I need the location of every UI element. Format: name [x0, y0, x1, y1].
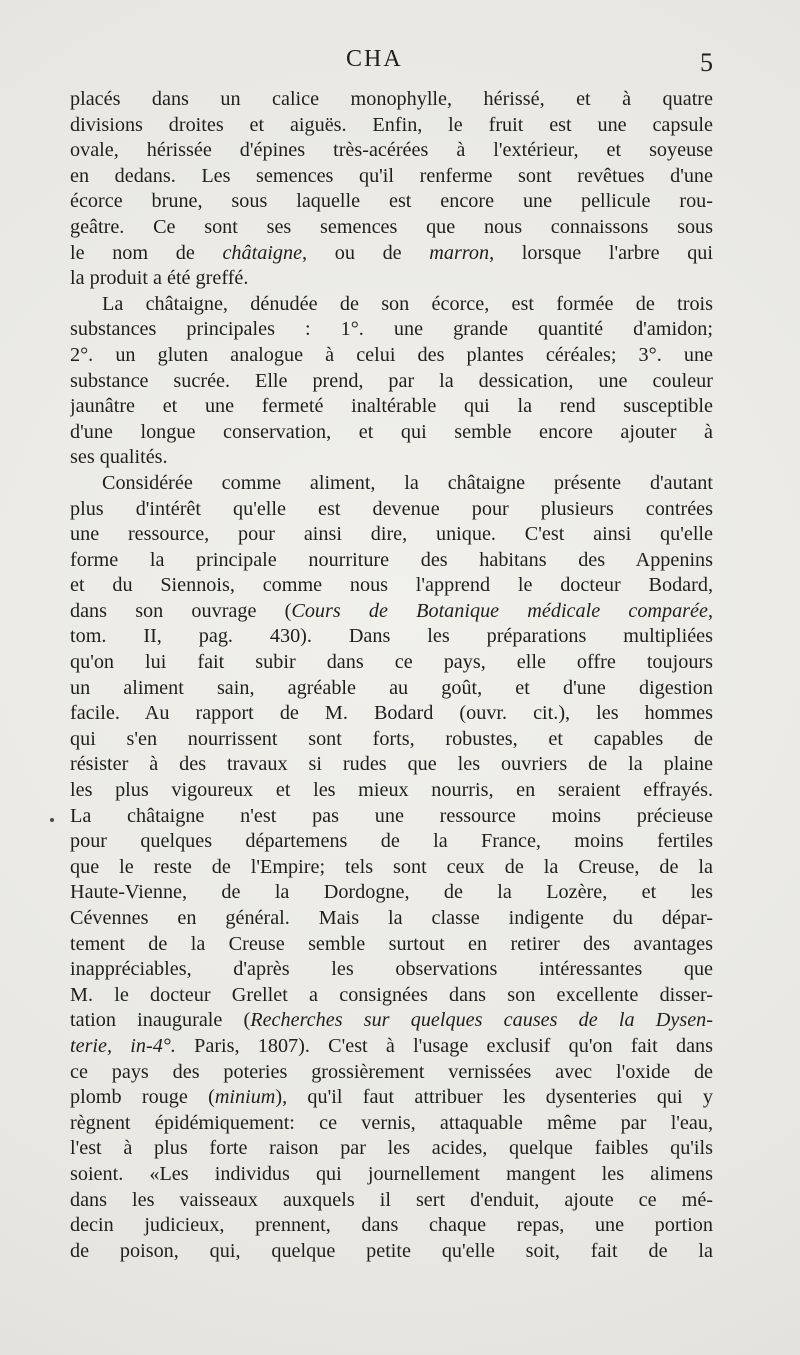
text-line: tom. II, pag. 430). Dans les préparations multipliées	[70, 625, 713, 648]
text-line: inappréciables, d'après les observations intéressantes que	[70, 958, 713, 981]
text-line	[70, 599, 713, 625]
text-segment: dans son ouvrage (	[70, 599, 292, 622]
text-line: divisions droites et aiguës. Enfin, le fruit est une capsule	[70, 113, 713, 136]
text-line: d'une longue conservation, et qui semble encore ajouter à	[70, 420, 713, 443]
text-line: que le reste de l'Empire; tels sont ceux de la Creuse, de la	[70, 855, 713, 878]
text-segment: , ou de	[302, 241, 430, 264]
text-segment: ,	[707, 599, 713, 622]
text-line: substance sucrée. Elle prend, par la dessication, une couleur	[70, 369, 713, 392]
text-line	[70, 1008, 713, 1034]
text-line: l'est à plus forte raison par les acides, quelque faibles qu'ils	[70, 1137, 713, 1160]
text-line: decin judicieux, prennent, dans chaque repas, une portion	[70, 1214, 713, 1237]
text-line: ovale, hérissée d'épines très-acérées à l'extérieur, et soyeuse	[70, 139, 713, 162]
text-segment: plomb rouge (	[70, 1086, 215, 1109]
text-line: ce pays des poteries grossièrement vernissées avec l'oxide de	[70, 1060, 713, 1083]
text-line: Cévennes en général. Mais la classe indigente du dépar-	[70, 907, 713, 929]
italic-segment: marron	[429, 241, 490, 264]
text-line: un aliment sain, agréable au goût, et d'une digestion	[70, 676, 713, 699]
text-line: pour quelques départemens de la France, moins fertiles	[70, 830, 713, 853]
text-line: les plus vigoureux et les mieux nourris, en seraient effrayés.	[70, 779, 713, 802]
italic-segment: minium	[214, 1086, 276, 1109]
italic-segment: Cours de Botanique médicale comparée	[291, 599, 708, 622]
text-line: ses qualités.	[70, 446, 168, 469]
ink-mark	[50, 818, 54, 822]
running-head	[0, 46, 800, 80]
text-line	[70, 1034, 713, 1060]
text-line: une ressource, pour ainsi dire, unique. C'est ainsi qu'elle	[70, 523, 713, 546]
italic-segment: châtaigne	[222, 241, 303, 264]
text-line: la produit a été greffé.	[70, 267, 249, 290]
text-segment: le nom de	[70, 241, 223, 264]
italic-segment: Recherches sur quelques causes de la Dysen-	[250, 1009, 713, 1032]
italic-segment: terie, in-4°.	[70, 1034, 176, 1057]
text-segment: , lorsque l'arbre qui	[489, 241, 713, 264]
text-line: La châtaigne, dénudée de son écorce, est formée de trois	[102, 292, 713, 315]
header-title: CHA	[346, 46, 403, 72]
body-text	[70, 87, 713, 1262]
text-line: résister à des travaux si rudes que les ouvriers de la plaine	[70, 753, 713, 776]
text-line: 2°. un gluten analogue à celui des plantes céréales; 3°. une	[70, 343, 713, 366]
text-line: forme la principale nourriture des habitans des Appenins	[70, 548, 713, 571]
text-line: tement de la Creuse semble surtout en retirer des avantages	[70, 932, 713, 955]
text-line: en dedans. Les semences qu'il renferme sont revêtues d'une	[70, 164, 713, 187]
text-line: Considérée comme aliment, la châtaigne présente d'autant	[102, 471, 713, 494]
text-segment: ), qu'il faut attribuer les dysenteries qui y	[275, 1086, 713, 1109]
text-line: La châtaigne n'est pas une ressource moins précieuse	[70, 804, 713, 827]
text-line	[70, 1085, 713, 1111]
text-line: règnent épidémiquement: ce vernis, attaquable même par l'eau,	[70, 1111, 713, 1134]
text-line: Haute-Vienne, de la Dordogne, de la Lozère, et les	[70, 881, 713, 904]
text-segment: Paris, 1807). C'est à l'usage exclusif qu'on fait dans	[175, 1034, 713, 1057]
text-line: substances principales : 1°. une grande quantité d'amidon;	[70, 318, 713, 341]
text-line: soient. «Les individus qui journellement mangent les alimens	[70, 1162, 713, 1185]
text-line: M. le docteur Grellet a consignées dans son excellente disser-	[70, 983, 713, 1006]
text-segment: tation inaugurale (	[70, 1009, 251, 1032]
text-line: qu'on lui fait subir dans ce pays, elle offre toujours	[70, 651, 713, 674]
text-line	[70, 241, 713, 267]
text-line: facile. Au rapport de M. Bodard (ouvr. cit.), les hommes	[70, 702, 713, 725]
page-number: 5	[700, 48, 713, 77]
text-line: et du Siennois, comme nous l'apprend le docteur Bodard,	[70, 574, 713, 597]
text-line: plus d'intérêt qu'elle est devenue pour plusieurs contrées	[70, 497, 713, 520]
text-line: placés dans un calice monophylle, hérissé, et à quatre	[70, 88, 713, 110]
text-line: qui s'en nourrissent sont forts, robustes, et capables de	[70, 727, 713, 750]
text-line: dans les vaisseaux auxquels il sert d'enduit, ajoute ce mé-	[70, 1188, 713, 1211]
text-line: geâtre. Ce sont ses semences que nous connaissons sous	[70, 215, 713, 238]
text-line: écorce brune, sous laquelle est encore une pellicule rou-	[70, 190, 713, 213]
text-line: de poison, qui, quelque petite qu'elle soit, fait de la	[70, 1239, 713, 1262]
text-line: jaunâtre et une fermeté inaltérable qui la rend susceptible	[70, 395, 713, 418]
